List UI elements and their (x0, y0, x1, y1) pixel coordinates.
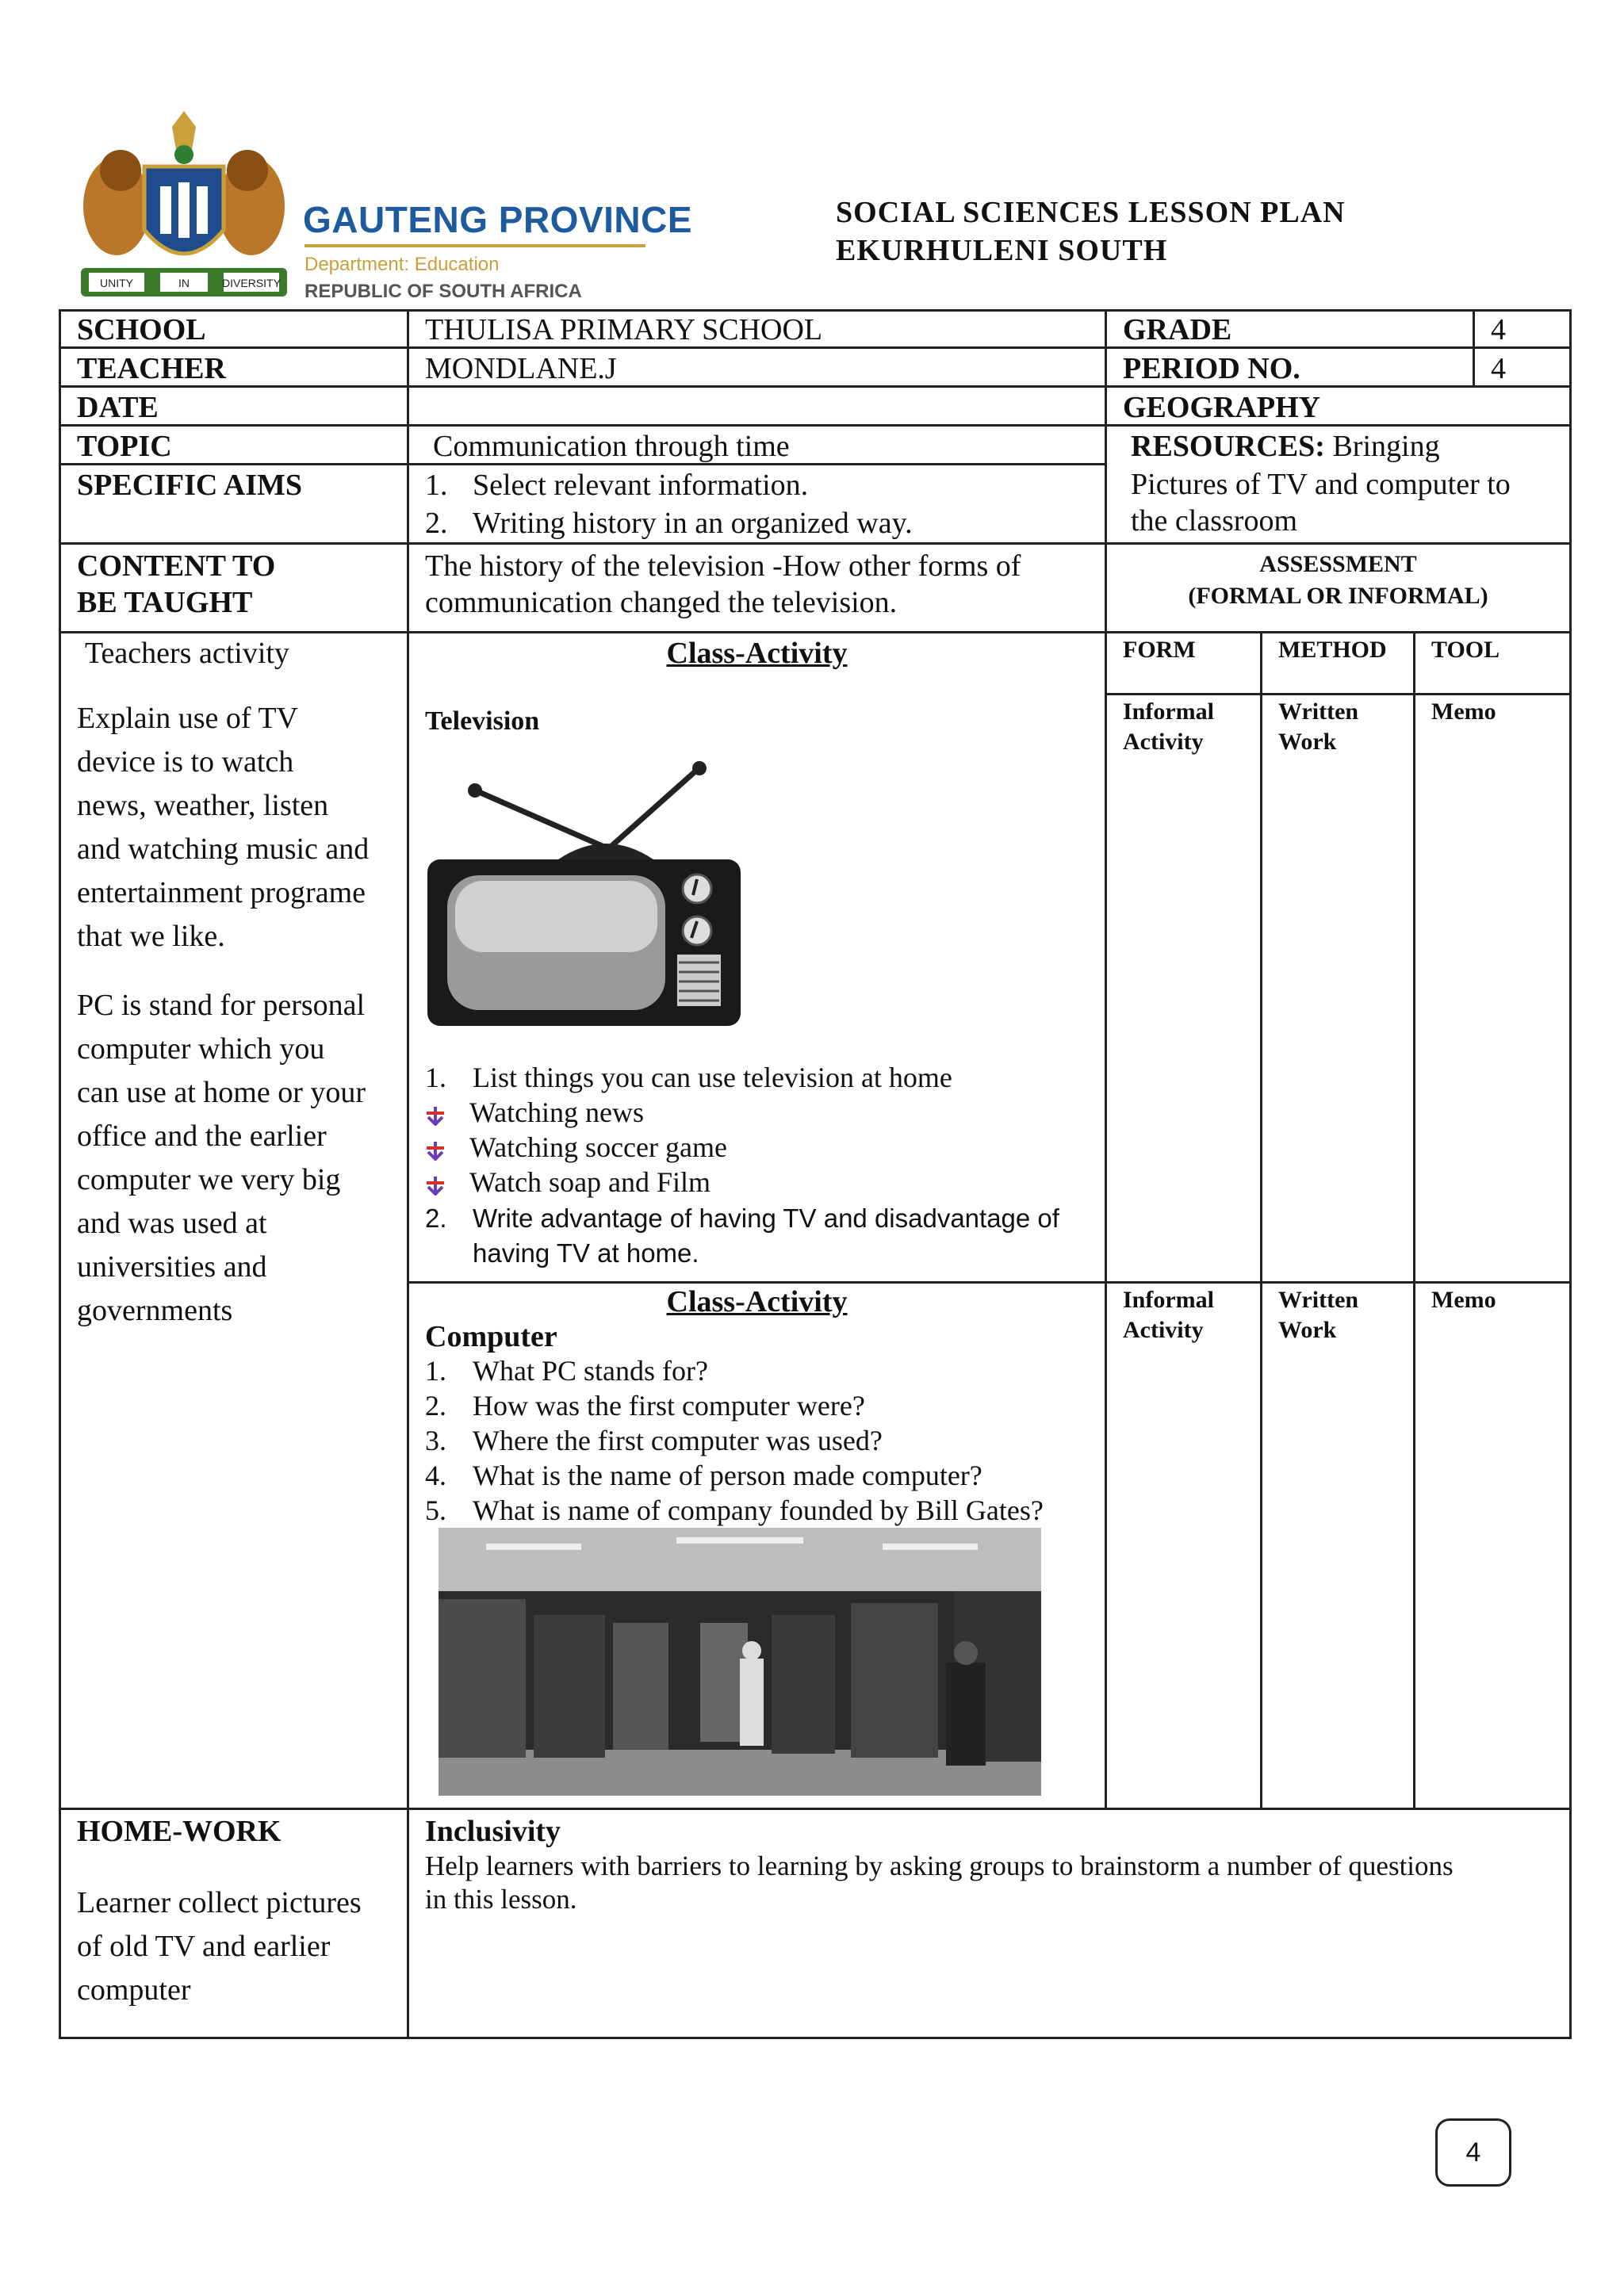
class-activity-heading: Class-Activity (666, 1285, 848, 1318)
arrow-bullet-icon (425, 1140, 446, 1161)
content-label-2: BE TAUGHT (77, 586, 253, 619)
list-item (425, 1095, 644, 1130)
question-text: What is the name of person made computer? (473, 1460, 982, 1491)
teacher-text: computer we very big (77, 1163, 341, 1196)
teacher-label-cell (59, 346, 409, 388)
teacher-text: entertainment programe (77, 876, 366, 909)
form-value: Informal (1123, 698, 1214, 725)
question-text: Where the first computer was used? (473, 1425, 883, 1456)
assessment-title: ASSESSMENT (1259, 551, 1417, 577)
resources-text-1: Bringing (1332, 430, 1440, 463)
method-value: Written (1278, 1287, 1359, 1313)
teacher-text: governments (77, 1294, 233, 1327)
aims-label-cell (59, 463, 409, 545)
topic-value: Communication through time (433, 430, 790, 463)
form-header-cell (1105, 631, 1262, 695)
aim-text: Select relevant information. (473, 469, 809, 502)
list-item: 5. What is name of company founded by Bill Gates? (425, 1494, 1044, 1526)
list-item: 3. Where the first computer was used? (425, 1425, 883, 1456)
list-item: 1. List things you can use television at home (425, 1062, 952, 1093)
department-name: Department: Education (304, 254, 500, 275)
grade-value-cell (1473, 309, 1572, 349)
teacher-text: news, weather, listen (77, 789, 329, 822)
method-value: Written (1278, 698, 1359, 725)
content-value-cell (407, 542, 1107, 633)
motto-left-text: UNITY (100, 277, 133, 289)
tool-value: Memo (1431, 698, 1496, 725)
teacher-text: Explain use of TV (77, 702, 298, 735)
method-row1-cell (1260, 693, 1415, 1284)
province-name: GAUTENG PROVINCE (303, 199, 693, 240)
teacher-activity-cell (59, 631, 409, 1810)
question-text-continued: having TV at home. (473, 1238, 699, 1268)
republic-name: REPUBLIC OF SOUTH AFRICA (304, 281, 582, 302)
tool-row1-cell (1413, 693, 1572, 1284)
homework-text: of old TV and earlier (77, 1930, 331, 1963)
homework-text: computer (77, 1973, 191, 2007)
period-value: 4 (1491, 352, 1506, 385)
television-subheading: Television (425, 706, 540, 736)
logo-divider (304, 244, 645, 247)
class-activity-heading: Class-Activity (666, 637, 848, 670)
homework-cell (59, 1808, 409, 2039)
date-value-cell (407, 385, 1107, 427)
teacher-text: that we like. (77, 920, 225, 953)
date-label: DATE (77, 391, 159, 424)
homework-label: HOME-WORK (77, 1815, 282, 1848)
content-text-2: communication changed the television. (425, 586, 898, 619)
teacher-text: and was used at (77, 1207, 267, 1240)
subject-cell (1105, 385, 1572, 427)
period-label: PERIOD NO. (1123, 352, 1300, 385)
inclusivity-cell (407, 1808, 1572, 2039)
assessment-header-cell (1105, 542, 1572, 633)
teacher-value: MONDLANE.J (425, 352, 617, 385)
topic-label: TOPIC (77, 430, 172, 463)
computer-subheading: Computer (425, 1320, 557, 1353)
period-value-cell (1473, 346, 1572, 388)
list-item: 2. How was the first computer were? (425, 1390, 865, 1422)
form-row2-cell (1105, 1281, 1262, 1810)
teacher-text: universities and (77, 1250, 267, 1284)
list-item (425, 1165, 710, 1200)
teacher-value-cell (407, 346, 1107, 388)
resources-text-2: Pictures of TV and computer to (1131, 468, 1511, 501)
subject-name: GEOGRAPHY (1123, 391, 1321, 424)
resources-label: RESOURCES: (1131, 430, 1325, 463)
resources-line-1 (1131, 428, 1440, 465)
question-text: How was the first computer were? (473, 1390, 865, 1422)
aims-label: SPECIFIC AIMS (77, 469, 302, 502)
form-value: Informal (1123, 1287, 1214, 1313)
bullet-text: Watching news (469, 1096, 645, 1128)
form-header: FORM (1123, 637, 1196, 663)
teacher-label: TEACHER (77, 352, 226, 385)
bullet-text: Watch soap and Film (469, 1166, 711, 1198)
teacher-text: office and the earlier (77, 1119, 327, 1153)
question-text: List things you can use television at home (473, 1062, 952, 1093)
question-text: Write advantage of having TV and disadvantage of (473, 1203, 1059, 1233)
method-header: METHOD (1278, 637, 1387, 663)
method-value: Work (1278, 1317, 1337, 1343)
aim-text: Writing history in an organized way. (473, 507, 913, 540)
method-header-cell (1260, 631, 1415, 695)
gauteng-logo (73, 111, 693, 302)
grade-label-cell (1105, 309, 1475, 349)
page-number: 4 (1435, 2118, 1511, 2187)
tool-header-cell (1413, 631, 1572, 695)
teacher-text: computer which you (77, 1032, 325, 1066)
method-row2-cell (1260, 1281, 1415, 1810)
topic-label-cell (59, 424, 409, 465)
question-text: What is name of company founded by Bill Gates? (473, 1494, 1044, 1526)
homework-text: Learner collect pictures (77, 1886, 362, 1919)
school-value-cell (407, 309, 1107, 349)
early-computer-photo (439, 1528, 1041, 1796)
tool-value: Memo (1431, 1287, 1496, 1313)
coat-of-arms-icon (73, 111, 295, 301)
aims-value-cell (407, 463, 1107, 545)
arrow-bullet-icon (425, 1175, 446, 1196)
tool-row2-cell (1413, 1281, 1572, 1810)
motto-right-text: DIVERSITY (222, 277, 281, 289)
school-label-cell (59, 309, 409, 349)
aim-item: 1. Select relevant information. (425, 469, 809, 502)
tool-header: TOOL (1431, 637, 1500, 663)
list-item: 1. What PC stands for? (425, 1355, 708, 1387)
grade-value: 4 (1491, 313, 1506, 346)
arrow-bullet-icon (425, 1105, 446, 1126)
aim-item: 2. Writing history in an organized way. (425, 507, 913, 540)
television-icon (423, 752, 756, 1030)
resources-text-3: the classroom (1131, 504, 1298, 538)
inclusivity-label: Inclusivity (425, 1815, 561, 1848)
school-label: SCHOOL (77, 313, 206, 346)
teacher-text: and watching music and (77, 832, 370, 866)
motto-mid-text: IN (178, 277, 190, 289)
class-activity-television-cell (407, 631, 1107, 1284)
list-item (425, 1130, 727, 1165)
teacher-text: PC is stand for personal (77, 989, 366, 1022)
date-label-cell (59, 385, 409, 427)
school-value: THULISA PRIMARY SCHOOL (425, 313, 823, 346)
content-text-1: The history of the television -How other forms of (425, 549, 1021, 583)
period-label-cell (1105, 346, 1475, 388)
form-value: Activity (1123, 729, 1204, 755)
list-item: 4. What is the name of person made computer? (425, 1460, 982, 1491)
teacher-text: device is to watch (77, 745, 294, 779)
content-label-cell (59, 542, 409, 633)
inclusivity-text-2: in this lesson. (425, 1884, 577, 1915)
topic-value-cell (407, 424, 1107, 465)
method-value: Work (1278, 729, 1337, 755)
content-label-1: CONTENT TO (77, 549, 276, 583)
bullet-text: Watching soccer game (469, 1131, 727, 1163)
question-text: What PC stands for? (473, 1355, 708, 1387)
document-title (836, 193, 1346, 270)
grade-label: GRADE (1123, 313, 1232, 346)
title-line-2: EKURHULENI SOUTH (836, 234, 1168, 267)
form-row1-cell (1105, 693, 1262, 1284)
teacher-activity-heading: Teachers activity (85, 637, 289, 670)
title-line-1: SOCIAL SCIENCES LESSON PLAN (836, 196, 1346, 229)
resources-cell (1105, 424, 1572, 545)
form-value: Activity (1123, 1317, 1204, 1343)
inclusivity-text-1: Help learners with barriers to learning by asking groups to brainstorm a number of questions (425, 1850, 1454, 1881)
list-item: 2. Write advantage of having TV and disadvantage of (425, 1203, 1059, 1233)
class-activity-computer-cell (407, 1281, 1107, 1810)
assessment-subtitle: (FORMAL OR INFORMAL) (1188, 583, 1488, 609)
teacher-text: can use at home or your (77, 1076, 366, 1109)
